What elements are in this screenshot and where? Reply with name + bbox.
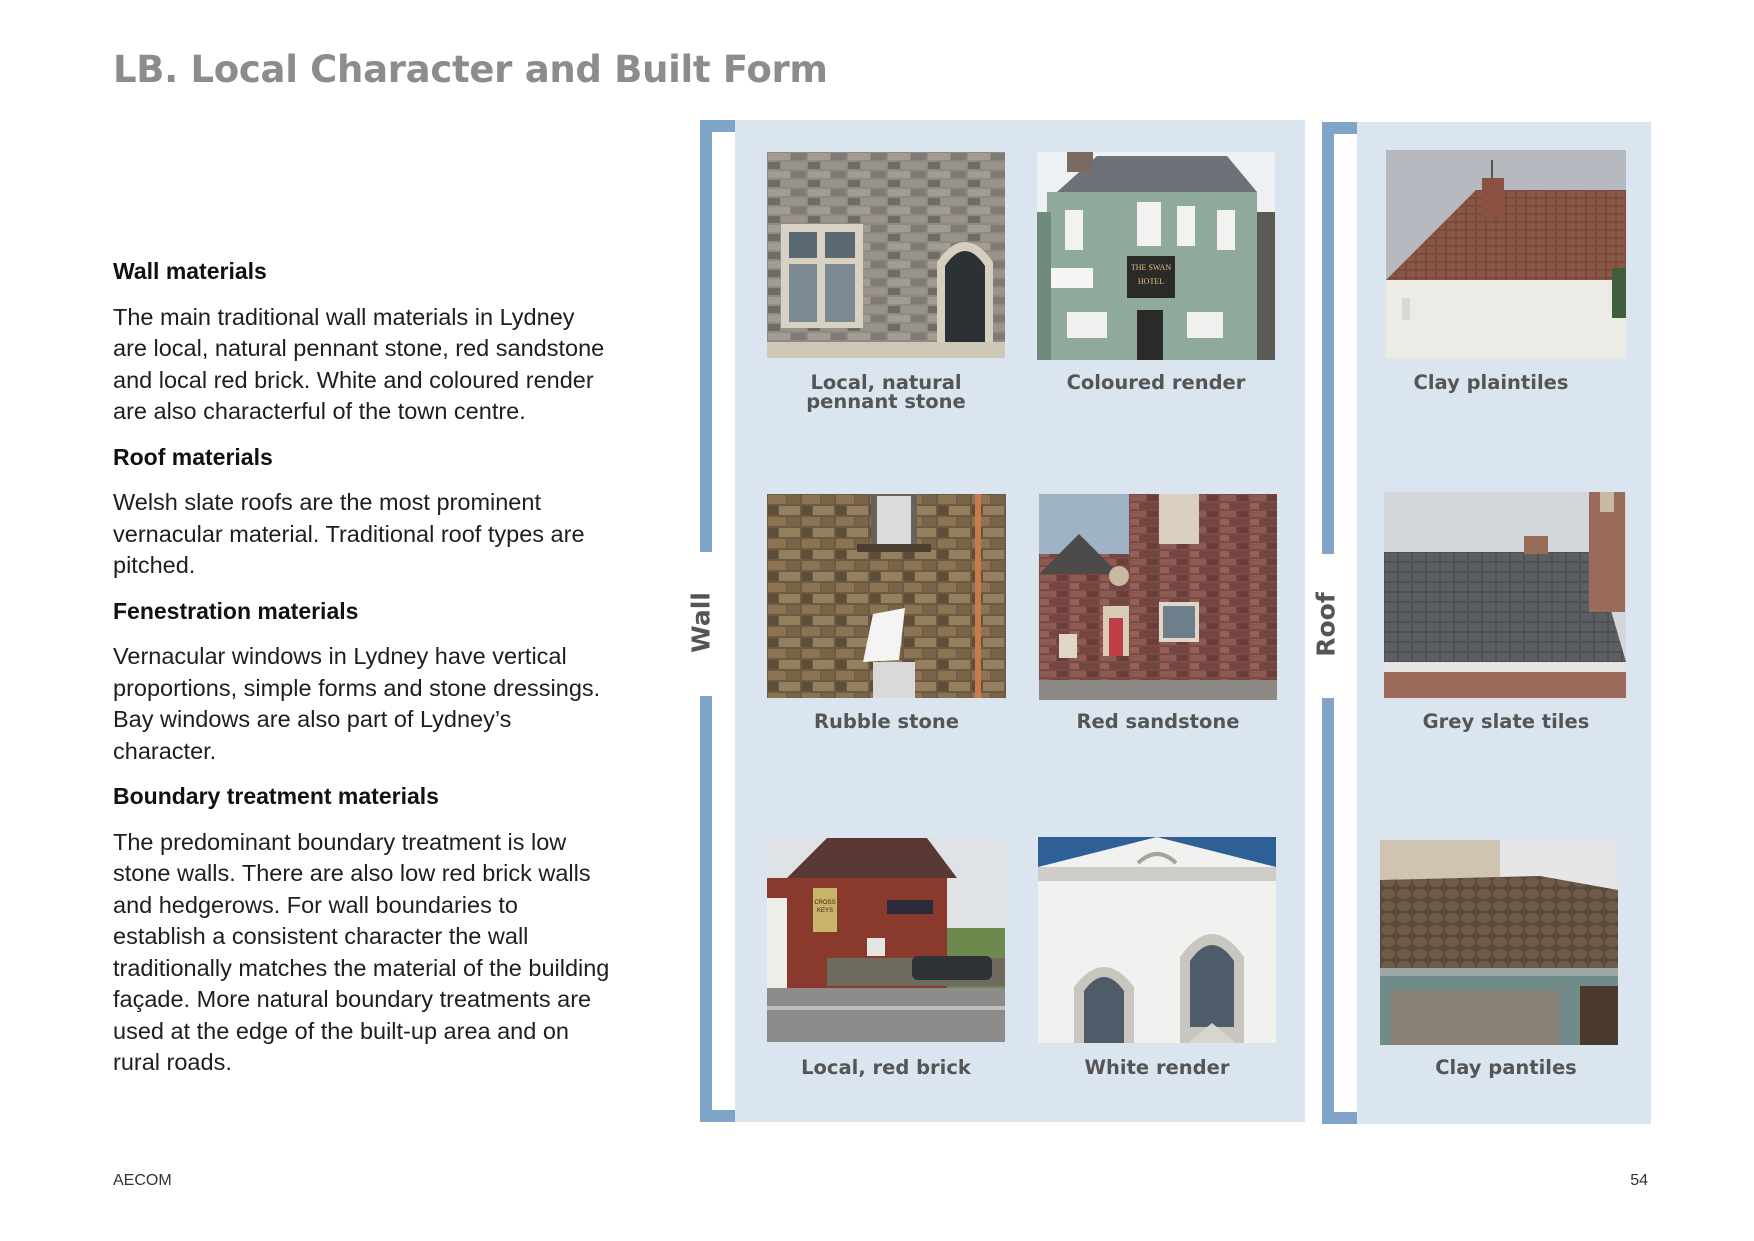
boundary-materials-body: The predominant boundary treatment is low stone walls. There are also low red brick walls and hedgerows. For wall boundaries to establish a consistent character the wall traditionally matches the material of the building façade. More natural boundary treatments are used at the edge of the built-up area and on rural roads. — [113, 828, 610, 1076]
pub-sign-line-1: CROSS — [814, 900, 836, 906]
wall-bracket-bottom-cap — [700, 1110, 736, 1122]
footer-company: AECOM — [113, 1172, 172, 1189]
roof-bracket-top — [1322, 122, 1334, 554]
red-brick-photo — [767, 838, 1005, 1042]
coloured-render-caption: Coloured render — [1066, 371, 1246, 394]
rubble-stone-caption: Rubble stone — [814, 710, 959, 733]
clay-plaintiles-caption: Clay plaintiles — [1413, 371, 1569, 394]
hotel-sign-line-2: HOTEL — [1137, 277, 1165, 286]
pub-sign-line-2: KEYS — [816, 908, 834, 914]
grey-slate-photo — [1384, 492, 1626, 698]
fenestration-materials-body: Vernacular windows in Lydney have vertical proportions, simple forms and stone dressings. Bay windows are also part of Lydney’s character. — [113, 643, 601, 764]
roof-bracket-bottom-cap — [1322, 1112, 1358, 1124]
pennant-stone-caption: Local, natural pennant stone — [806, 371, 966, 413]
page-title: LB. Local Character and Built Form — [113, 48, 828, 91]
pennant-stone-photo — [767, 152, 1005, 358]
fenestration-materials-heading: Fenestration materials — [113, 597, 359, 624]
page-number: 54 — [1630, 1172, 1648, 1189]
clay-pantiles-caption: Clay pantiles — [1435, 1056, 1577, 1079]
roof-bracket-top-cap — [1322, 122, 1358, 134]
clay-plaintiles-photo — [1386, 150, 1626, 358]
wall-materials-heading: Wall materials — [113, 258, 267, 284]
grey-slate-caption: Grey slate tiles — [1422, 710, 1590, 733]
boundary-materials-heading: Boundary treatment materials — [113, 783, 439, 810]
roof-materials-heading: Roof materials — [113, 443, 273, 470]
white-render-photo — [1038, 837, 1276, 1043]
coloured-render-photo — [1037, 152, 1275, 360]
wall-label: Wall — [686, 592, 716, 653]
wall-bracket-top — [700, 120, 712, 552]
roof-label: Roof — [1311, 592, 1341, 657]
wall-bracket-bottom — [700, 696, 712, 1122]
wall-materials-body: The main traditional wall materials in Lydney are local, natural pennant stone, red sandstone and local red brick. White and coloured render are also characterful of the town centre. — [113, 303, 605, 425]
roof-bracket-bottom — [1322, 698, 1334, 1124]
hotel-sign-line-1: THE SWAN — [1130, 263, 1172, 272]
text-column — [113, 258, 613, 1095]
rubble-stone-photo — [767, 494, 1006, 698]
red-sandstone-photo — [1039, 494, 1277, 700]
wall-bracket-top-cap — [700, 120, 736, 132]
red-brick-caption: Local, red brick — [801, 1056, 971, 1079]
white-render-caption: White render — [1084, 1056, 1230, 1079]
red-sandstone-caption: Red sandstone — [1076, 710, 1240, 733]
clay-pantiles-photo — [1380, 840, 1618, 1045]
roof-materials-body: Welsh slate roofs are the most prominent vernacular material. Traditional roof types are pitched. — [113, 489, 585, 579]
